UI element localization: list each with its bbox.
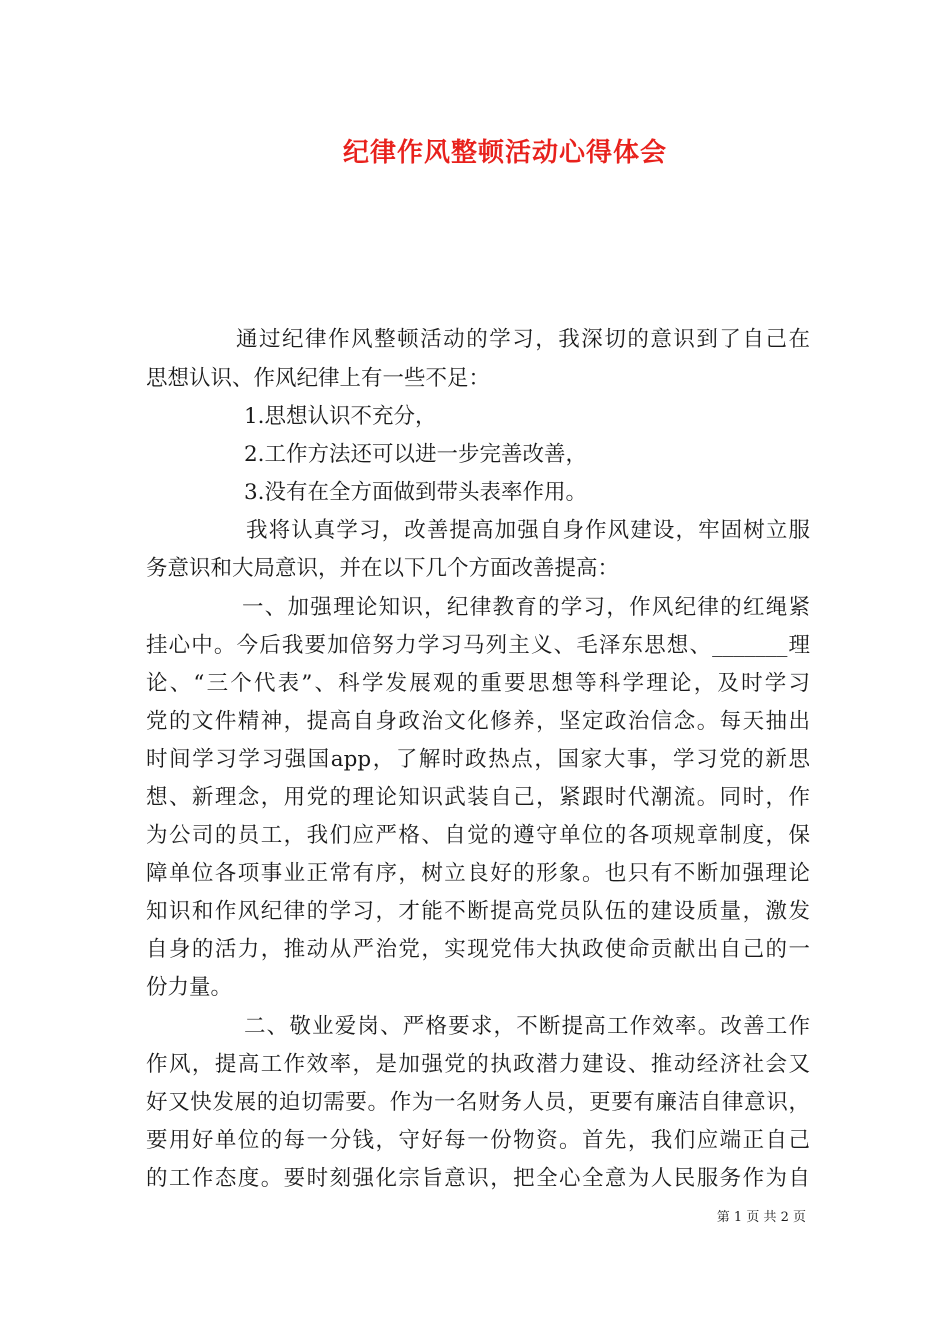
document-title: 纪律作风整顿活动心得体会 — [342, 138, 667, 168]
body-line: 二、敬业爱岗、严格要求，不断提高工作效率。改善工作 — [244, 1014, 810, 1039]
body-line: 自身的活力，推动从严治党，实现党伟大执政使命贡献出自己的一 — [146, 937, 810, 962]
body-line: 思想认识、作风纪律上有一些不足： — [146, 366, 491, 391]
body-line: 要用好单位的每一分钱，守好每一份物资。首先，我们应端正自己 — [146, 1128, 810, 1153]
body-line: 作风，提高工作效率，是加强党的执政潜力建设、推动经济社会又 — [146, 1052, 810, 1077]
body-line: 务意识和大局意识，并在以下几个方面改善提高： — [146, 556, 620, 581]
body-line: 份力量。 — [146, 975, 233, 1000]
body-line: 障单位各项事业正常有序，树立良好的形象。也只有不断加强理论 — [146, 861, 810, 886]
body-line: 论、“三个代表”、科学发展观的重要思想等科学理论，及时学习 — [146, 671, 810, 696]
body-line: 2.工作方法还可以进一步完善改善， — [244, 442, 588, 467]
body-line: 挂心中。今后我要加倍努力学习马列主义、毛泽东思想、_______理 — [146, 633, 810, 658]
body-line: 好又快发展的迫切需要。作为一名财务人员，更要有廉洁自律意识， — [146, 1090, 810, 1115]
body-line: 时间学习学习强国app，了解时政热点，国家大事，学习党的新思 — [146, 747, 810, 772]
body-line: 想、新理念，用党的理论知识武装自己，紧跟时代潮流。同时，作 — [146, 785, 810, 810]
body-line: 党的文件精神，提高自身政治文化修养，坚定政治信念。每天抽出 — [146, 709, 810, 734]
body-line: 的工作态度。要时刻强化宗旨意识，把全心全意为人民服务作为自 — [146, 1166, 810, 1191]
body-line: 通过纪律作风整顿活动的学习，我深切的意识到了自己在 — [236, 327, 810, 352]
body-line: 3.没有在全方面做到带头表率作用。 — [244, 480, 588, 505]
body-line: 为公司的员工，我们应严格、自觉的遵守单位的各项规章制度，保 — [146, 823, 810, 848]
body-line: 我将认真学习，改善提高加强自身作风建设，牢固树立服 — [246, 518, 810, 543]
body-line: 1.思想认识不充分， — [244, 404, 437, 429]
body-line: 知识和作风纪律的学习，才能不断提高党员队伍的建设质量，激发 — [146, 899, 810, 924]
page-number: 第 1 页 共 2 页 — [716, 1210, 806, 1225]
body-line: 一、加强理论知识，纪律教育的学习，作风纪律的红绳紧 — [242, 595, 810, 620]
